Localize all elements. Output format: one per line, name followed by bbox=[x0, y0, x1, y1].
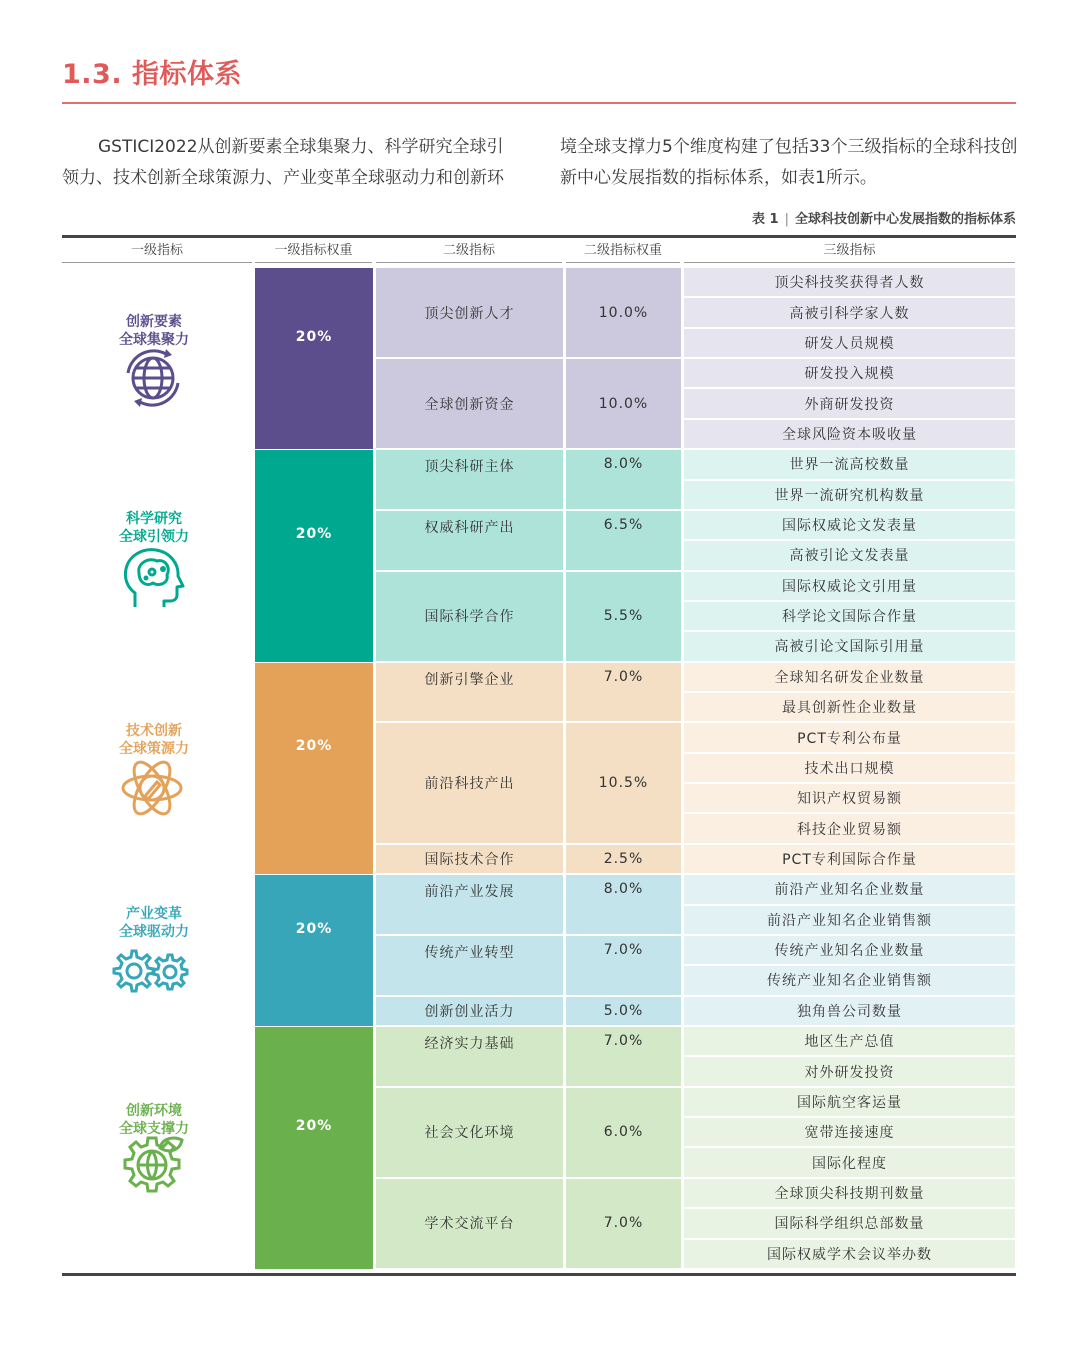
level3-indicator-cell: 国际科学组织总部数量 bbox=[684, 1209, 1015, 1237]
level2-weight-cell: 7.0% bbox=[566, 663, 681, 722]
level2-weight-cell: 10.0% bbox=[566, 359, 681, 448]
header-level1: 一级指标 bbox=[62, 238, 252, 263]
caption-title: 全球科技创新中心发展指数的指标体系 bbox=[794, 212, 1016, 227]
intro-left: GSTICI2022从创新要素全球集聚力、科学研究全球引领力、技术创新全球策源力、产业变革全球驱动力和创新环 bbox=[62, 137, 504, 188]
level2-indicator-cell: 顶尖科研主体 bbox=[376, 450, 563, 509]
level1-weight-cell: 20% bbox=[255, 663, 373, 875]
dimension-name-line1: 创新环境 bbox=[126, 1102, 182, 1119]
level1-weight-cell: 20% bbox=[255, 875, 373, 1026]
header-level2-weight: 二级指标权重 bbox=[566, 238, 680, 263]
level2-indicator-cell: 经济实力基础 bbox=[376, 1027, 563, 1086]
level3-indicator-cell: 对外研发投资 bbox=[684, 1057, 1015, 1085]
level3-indicator-cell: 全球顶尖科技期刊数量 bbox=[684, 1179, 1015, 1207]
level2-indicator-cell: 学术交流平台 bbox=[376, 1179, 563, 1268]
level3-indicator-cell: 技术出口规模 bbox=[684, 754, 1015, 782]
level3-indicator-cell: 外商研发投资 bbox=[684, 389, 1015, 417]
level1-weight-cell: 20% bbox=[255, 268, 373, 449]
dimension-name-line2: 全球集聚力 bbox=[119, 331, 189, 348]
level3-indicator-cell: 研发投入规模 bbox=[684, 359, 1015, 387]
level3-indicator-cell: 国际权威学术会议举办数 bbox=[684, 1240, 1015, 1268]
level2-indicator-cell: 创新引擎企业 bbox=[376, 663, 563, 722]
level2-indicator-cell: 创新创业活力 bbox=[376, 997, 563, 1025]
gear-globe-leaf-icon bbox=[116, 1132, 188, 1204]
level3-indicator-cell: 国际权威论文发表量 bbox=[684, 511, 1015, 539]
level3-indicator-cell: 世界一流高校数量 bbox=[684, 450, 1015, 478]
dimension-name-line2: 全球引领力 bbox=[119, 528, 189, 545]
level2-weight-cell: 2.5% bbox=[566, 845, 681, 873]
level2-indicator-cell: 前沿产业发展 bbox=[376, 875, 563, 934]
level2-weight-cell: 10.5% bbox=[566, 723, 681, 842]
title-rule bbox=[62, 102, 1016, 104]
level2-weight-cell: 7.0% bbox=[566, 936, 681, 995]
level3-indicator-cell: 最具创新性企业数量 bbox=[684, 693, 1015, 721]
level2-weight-cell: 8.0% bbox=[566, 875, 681, 934]
level3-indicator-cell: 前沿产业知名企业销售额 bbox=[684, 906, 1015, 934]
gears-icon bbox=[112, 945, 192, 995]
level3-indicator-cell: 传统产业知名企业销售额 bbox=[684, 966, 1015, 994]
level2-indicator-cell: 国际科学合作 bbox=[376, 572, 563, 661]
dimension-name-line1: 产业变革 bbox=[126, 905, 182, 922]
level2-weight-cell: 5.0% bbox=[566, 997, 681, 1025]
level2-indicator-cell: 权威科研产出 bbox=[376, 511, 563, 570]
level2-indicator-cell: 传统产业转型 bbox=[376, 936, 563, 995]
dimension-name-line2: 全球支撑力 bbox=[119, 1120, 189, 1137]
dimension-name bbox=[119, 313, 189, 349]
level3-indicator-cell: 高被引论文发表量 bbox=[684, 541, 1015, 569]
table-rule-bottom bbox=[62, 1273, 1016, 1276]
level3-indicator-cell: PCT专利公布量 bbox=[684, 723, 1015, 751]
dimension-name-line1: 科学研究 bbox=[126, 510, 182, 527]
intro-right: 境全球支撑力5个维度构建了包括33个三级指标的全球科技创新中心发展指数的指标体系，如表1所示。 bbox=[560, 137, 1018, 188]
level1-weight-cell: 20% bbox=[255, 1027, 373, 1269]
level3-indicator-cell: 前沿产业知名企业数量 bbox=[684, 875, 1015, 903]
dimension-name-line1: 技术创新 bbox=[126, 723, 182, 740]
globe-arrows-icon bbox=[122, 347, 184, 409]
level3-indicator-cell: 知识产权贸易额 bbox=[684, 784, 1015, 812]
table-caption bbox=[752, 208, 1016, 227]
level3-indicator-cell: 高被引论文国际引用量 bbox=[684, 632, 1015, 660]
level2-weight-cell: 10.0% bbox=[566, 268, 681, 357]
header-level1-weight: 一级指标权重 bbox=[255, 238, 372, 263]
brain-head-icon bbox=[119, 545, 185, 611]
dimension-name bbox=[119, 722, 189, 758]
level3-indicator-cell: 传统产业知名企业数量 bbox=[684, 936, 1015, 964]
level2-indicator-cell: 社会文化环境 bbox=[376, 1088, 563, 1177]
section-title: 1.3. 指标体系 bbox=[62, 59, 242, 90]
dimension-name bbox=[119, 905, 189, 941]
level3-indicator-cell: 高被引科学家人数 bbox=[684, 298, 1015, 326]
level2-indicator-cell: 国际技术合作 bbox=[376, 845, 563, 873]
header-level2: 二级指标 bbox=[376, 238, 562, 263]
dimension-name-line2: 全球策源力 bbox=[119, 741, 189, 758]
level2-weight-cell: 6.5% bbox=[566, 511, 681, 570]
level2-weight-cell: 8.0% bbox=[566, 450, 681, 509]
level2-weight-cell: 7.0% bbox=[566, 1179, 681, 1268]
dimension-name-line1: 创新要素 bbox=[126, 313, 182, 330]
level3-indicator-cell: 顶尖科技奖获得者人数 bbox=[684, 268, 1015, 296]
level3-indicator-cell: 国际化程度 bbox=[684, 1148, 1015, 1176]
caption-separator: | bbox=[784, 212, 789, 227]
caption-label: 表 1 bbox=[752, 212, 779, 227]
level2-weight-cell: 7.0% bbox=[566, 1027, 681, 1086]
level3-indicator-cell: 科学论文国际合作量 bbox=[684, 602, 1015, 630]
level2-indicator-cell: 全球创新资金 bbox=[376, 359, 563, 448]
level3-indicator-cell: 世界一流研究机构数量 bbox=[684, 481, 1015, 509]
level3-indicator-cell: 科技企业贸易额 bbox=[684, 814, 1015, 842]
level3-indicator-cell: 全球知名研发企业数量 bbox=[684, 663, 1015, 691]
atom-pencil-icon bbox=[119, 755, 185, 821]
level3-indicator-cell: 国际权威论文引用量 bbox=[684, 572, 1015, 600]
dimension-name-line2: 全球驱动力 bbox=[119, 923, 189, 940]
level3-indicator-cell: 独角兽公司数量 bbox=[684, 997, 1015, 1025]
level2-weight-cell: 5.5% bbox=[566, 572, 681, 661]
level3-indicator-cell: 宽带连接速度 bbox=[684, 1118, 1015, 1146]
level3-indicator-cell: 地区生产总值 bbox=[684, 1027, 1015, 1055]
level2-indicator-cell: 顶尖创新人才 bbox=[376, 268, 563, 357]
level3-indicator-cell: 研发人员规模 bbox=[684, 329, 1015, 357]
level3-indicator-cell: PCT专利国际合作量 bbox=[684, 845, 1015, 873]
header-level3: 三级指标 bbox=[684, 238, 1015, 263]
level2-weight-cell: 6.0% bbox=[566, 1088, 681, 1177]
dimension-name bbox=[119, 510, 189, 546]
level3-indicator-cell: 全球风险资本吸收量 bbox=[684, 420, 1015, 448]
level1-weight-cell: 20% bbox=[255, 450, 373, 662]
level3-indicator-cell: 国际航空客运量 bbox=[684, 1088, 1015, 1116]
level2-indicator-cell: 前沿科技产出 bbox=[376, 723, 563, 842]
